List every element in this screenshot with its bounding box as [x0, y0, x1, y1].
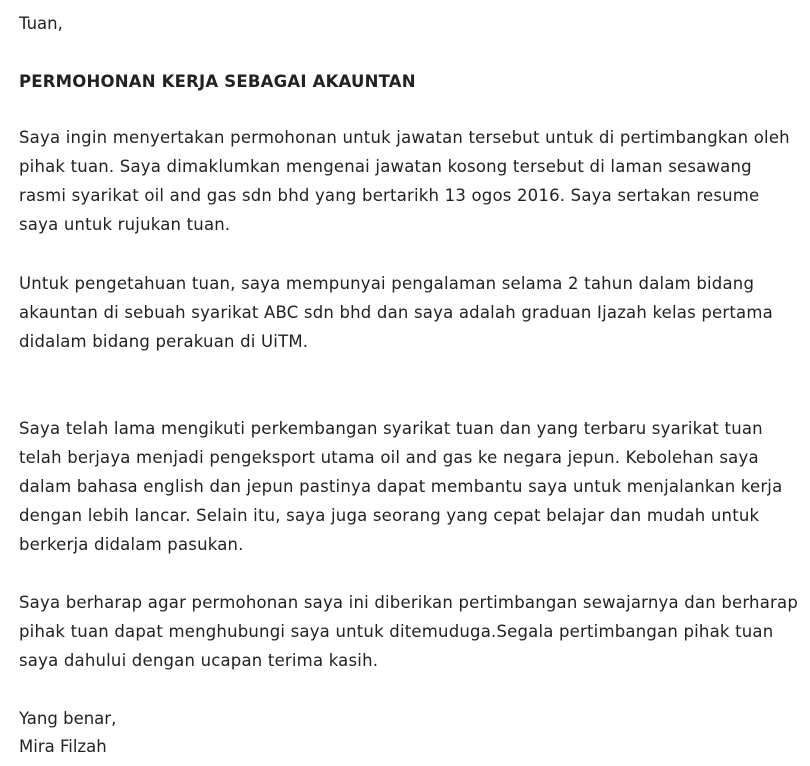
paragraph-line: saya untuk rujukan tuan. — [19, 215, 231, 234]
closing: Yang benar, — [19, 709, 117, 728]
letter-subject: PERMOHONAN KERJA SEBAGAI AKAUNTAN — [19, 72, 416, 91]
paragraph-line: pihak tuan. Saya dimaklumkan mengenai jawatan kosong tersebut di laman sesawang — [19, 157, 752, 176]
paragraph-line: didalam bidang perakuan di UiTM. — [19, 332, 309, 351]
paragraph-line: Saya telah lama mengikuti perkembangan syarikat tuan dan yang terbaru syarikat tuan — [19, 419, 763, 438]
paragraph-line: Untuk pengetahuan tuan, saya mempunyai pengalaman selama 2 tahun dalam bidang — [19, 274, 755, 293]
paragraph-line: Saya berharap agar permohonan saya ini diberikan pertimbangan sewajarnya dan berharap — [19, 593, 798, 612]
paragraph-line: Saya ingin menyertakan permohonan untuk jawatan tersebut untuk di pertimbangkan oleh — [19, 128, 790, 147]
paragraph-line: pihak tuan dapat menghubungi saya untuk ditemuduga.Segala pertimbangan pihak tuan — [19, 622, 774, 641]
paragraph-line: berkerja didalam pasukan. — [19, 535, 244, 554]
paragraph-line: rasmi syarikat oil and gas sdn bhd yang bertarikh 13 ogos 2016. Saya sertakan resume — [19, 186, 760, 205]
paragraph-line: dengan lebih lancar. Selain itu, saya juga seorang yang cepat belajar dan mudah untuk — [19, 506, 760, 525]
paragraph-line: saya dahului dengan ucapan terima kasih. — [19, 651, 379, 670]
paragraph-line: telah berjaya menjadi pengeksport utama oil and gas ke negara jepun. Kebolehan saya — [19, 448, 759, 467]
salutation: Tuan, — [19, 14, 63, 33]
paragraph-line: akauntan di sebuah syarikat ABC sdn bhd dan saya adalah graduan Ijazah kelas pertama — [19, 303, 773, 322]
paragraph-line: dalam bahasa english dan jepun pastinya dapat membantu saya untuk menjalankan kerja — [19, 477, 783, 496]
signature-name: Mira Filzah — [19, 737, 107, 756]
